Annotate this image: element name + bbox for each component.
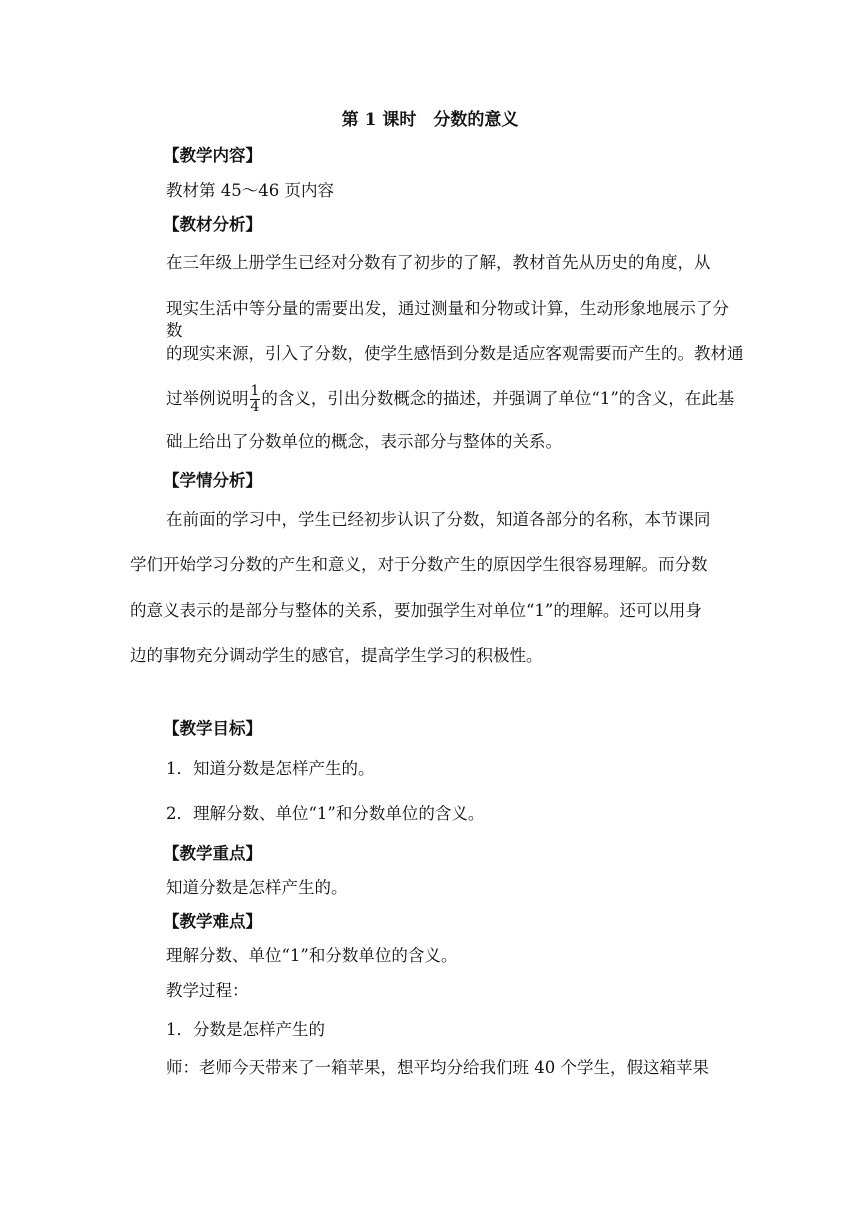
fraction-one-quarter bbox=[250, 384, 261, 415]
material-analysis-line-4 bbox=[166, 384, 734, 415]
material-analysis-line-1: 在三年级上册学生已经对分数有了初步的了解，教材首先从历史的角度，从 bbox=[166, 253, 711, 272]
section-heading-teaching-focus: 【教学重点】 bbox=[163, 844, 262, 863]
fraction-numerator: 1 bbox=[250, 383, 260, 399]
page-title: 第 1 课时 分数的意义 bbox=[341, 110, 519, 130]
student-analysis-line-2: 学们开始学习分数的产生和意义，对于分数产生的原因学生很容易理解。而分数 bbox=[130, 555, 708, 574]
section-heading-material-analysis: 【教材分析】 bbox=[163, 215, 262, 234]
material-analysis-line-2-text: 现实生活中等分量的需要出发，通过测量和分物或计算，生动形象地展示了分数 bbox=[166, 299, 729, 340]
section-heading-teaching-difficulty: 【教学难点】 bbox=[163, 912, 262, 931]
student-analysis-line-3: 的意义表示的是部分与整体的关系，要加强学生对单位“1”的理解。还可以用身 bbox=[130, 601, 702, 620]
material-analysis-line-5: 础上给出了分数单位的概念，表示部分与整体的关系。 bbox=[166, 432, 562, 451]
section-heading-teaching-goals: 【教学目标】 bbox=[163, 719, 262, 738]
teaching-focus-text: 知道分数是怎样产生的。 bbox=[166, 878, 348, 897]
material-analysis-line-4-post: 的含义，引出分数概念的描述，并强调了单位“1”的含义，在此基 bbox=[261, 389, 735, 408]
student-analysis-line-4: 边的事物充分调动学生的感官，提高学生学习的积极性。 bbox=[130, 646, 543, 665]
teaching-goal-item-1: 1．知道分数是怎样产生的。 bbox=[166, 759, 375, 778]
teaching-goal-item-2: 2．理解分数、单位“1”和分数单位的含义。 bbox=[166, 804, 485, 823]
section-heading-teaching-content: 【教学内容】 bbox=[163, 146, 262, 165]
teaching-difficulty-text: 理解分数、单位“1”和分数单位的含义。 bbox=[166, 946, 458, 965]
teaching-content-text: 教材第 45～46 页内容 bbox=[166, 181, 334, 200]
material-analysis-line-3: 的现实来源，引入了分数，使学生感悟到分数是适应客观需要而产生的。教材通 bbox=[166, 344, 744, 363]
fraction-denominator: 4 bbox=[250, 399, 260, 415]
material-analysis-line-2 bbox=[166, 298, 729, 342]
process-item-1: 1．分数是怎样产生的 bbox=[166, 1020, 325, 1039]
teacher-dialog-line: 师：老师今天带来了一箱苹果，想平均分给我们班 40 个学生，假这箱苹果 bbox=[166, 1058, 709, 1077]
teaching-process-label: 教学过程： bbox=[166, 981, 249, 1000]
material-analysis-line-4-pre: 过举例说明 bbox=[166, 389, 249, 408]
student-analysis-line-1: 在前面的学习中，学生已经初步认识了分数，知道各部分的名称，本节课同 bbox=[166, 510, 711, 529]
section-heading-student-analysis: 【学情分析】 bbox=[163, 471, 262, 490]
